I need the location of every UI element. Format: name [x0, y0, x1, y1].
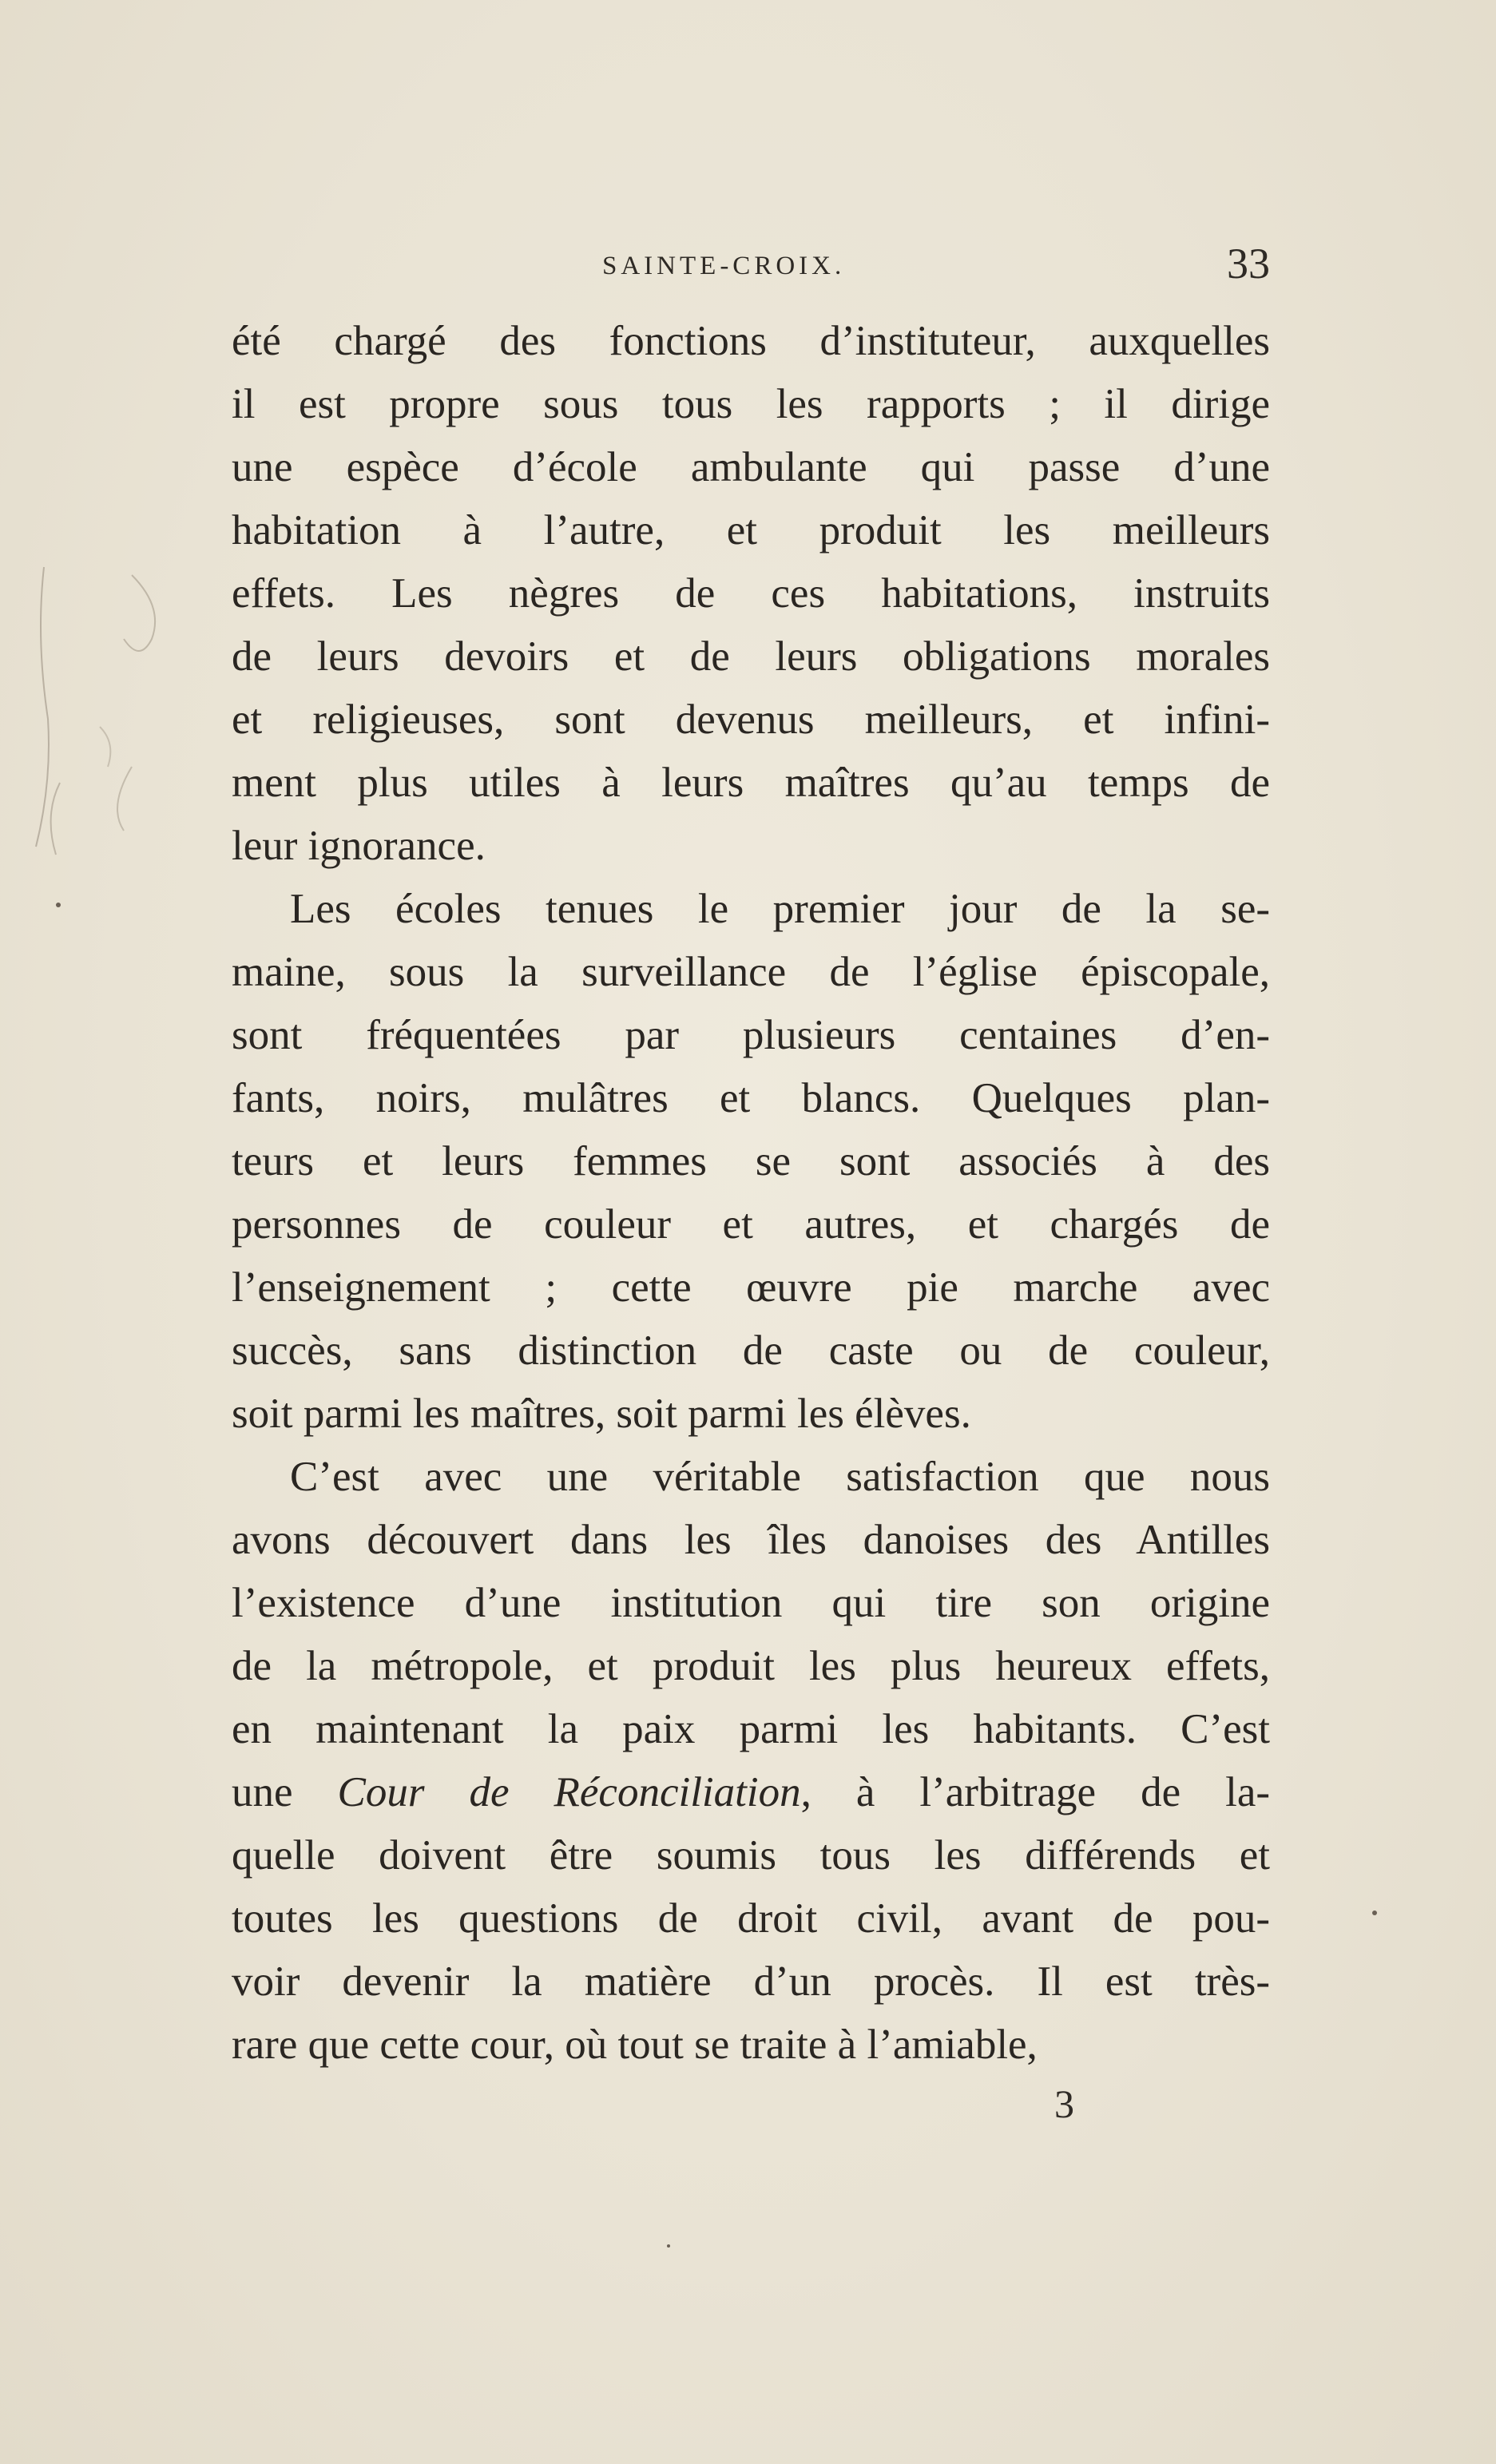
pencil-marginalia [12, 543, 172, 879]
signature-mark: 3 [1054, 2081, 1074, 2126]
text-line: l’enseignement ; cette œuvre pie marche avec [232, 1264, 1270, 1311]
text-line: personnes de couleur et autres, et chargés de [232, 1201, 1270, 1248]
paper-speck [1372, 1910, 1377, 1915]
text-line: teurs et leurs femmes se sont associés à des [232, 1138, 1270, 1184]
text-line: leur ignorance. [232, 823, 486, 869]
text-line-with-italic [232, 1761, 1270, 1824]
page-header [232, 240, 1270, 308]
text-line: une espèce d’école ambulante qui passe d’une [232, 444, 1270, 490]
text-line: fants, noirs, mulâtres et blancs. Quelques plan- [232, 1075, 1270, 1121]
text-line: Les écoles tenues le premier jour de la se- [290, 886, 1270, 932]
text-line: habitation à l’autre, et produit les meilleurs [232, 507, 1270, 554]
body-text [232, 310, 1270, 2077]
text-line: été chargé des fonctions d’instituteur, auxquelles [232, 318, 1270, 364]
italic-term: Cour de Réconciliation [337, 1769, 801, 1815]
text-line: l’existence d’une institution qui tire son origine [232, 1580, 1270, 1626]
text-line: en maintenant la paix parmi les habitants. C’est [232, 1706, 1270, 1752]
text-fragment: , à l’arbitrage de la- [800, 1769, 1270, 1815]
text-line: soit parmi les maîtres, soit parmi les élèves. [232, 1391, 971, 1437]
text-line: ment plus utiles à leurs maîtres qu’au temps de [232, 760, 1270, 806]
text-line: rare que cette cour, où tout se traite à l’amiable, [232, 2022, 1038, 2068]
text-fragment: une [232, 1769, 338, 1815]
text-line: avons découvert dans les îles danoises des Antilles [232, 1517, 1270, 1563]
paper-speck [56, 903, 61, 907]
marginalia-scribble-icon [12, 543, 172, 879]
text-line: et religieuses, sont devenus meilleurs, et infini- [232, 696, 1270, 743]
text-line: il est propre sous tous les rapports ; il dirige [232, 381, 1270, 427]
text-line: C’est avec une véritable satisfaction que nous [290, 1454, 1270, 1500]
text-line: de la métropole, et produit les plus heureux effets, [232, 1643, 1270, 1689]
text-line: de leurs devoirs et de leurs obligations morales [232, 633, 1270, 680]
running-title: SAINTE-CROIX. [602, 252, 846, 280]
text-line: voir devenir la matière d’un procès. Il est très- [232, 1958, 1270, 2005]
text-line: effets. Les nègres de ces habitations, instruits [232, 570, 1270, 617]
text-line: toutes les questions de droit civil, avant de pou- [232, 1895, 1270, 1942]
text-line: succès, sans distinction de caste ou de couleur, [232, 1327, 1270, 1374]
text-line: sont fréquentées par plusieurs centaines d’en- [232, 1012, 1270, 1058]
text-line: maine, sous la surveillance de l’église épiscopale, [232, 949, 1270, 995]
page-number: 33 [1227, 240, 1270, 288]
text-line: quelle doivent être soumis tous les différends et [232, 1832, 1270, 1879]
paper-speck [667, 2244, 670, 2248]
